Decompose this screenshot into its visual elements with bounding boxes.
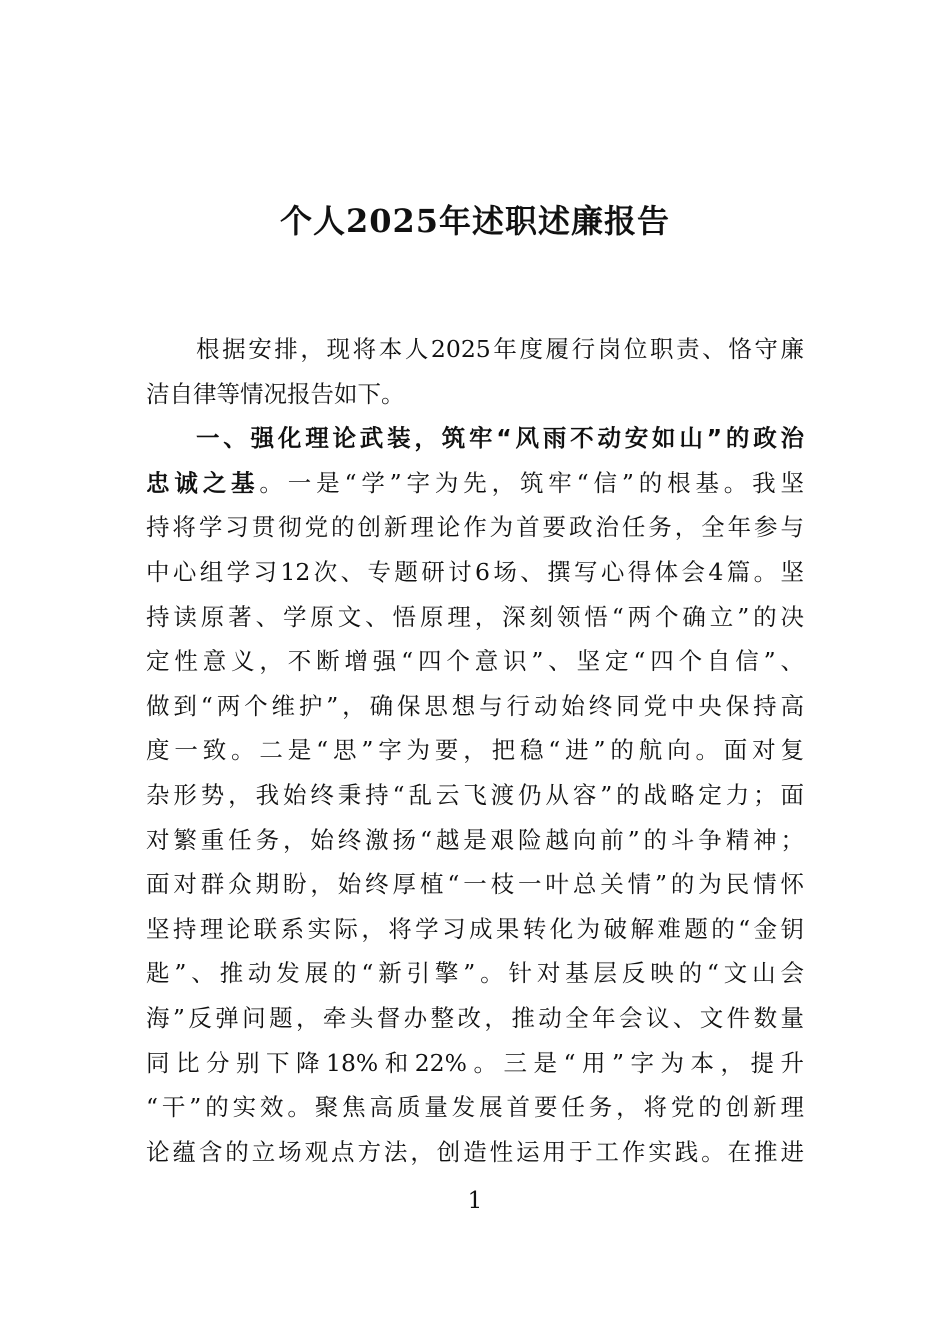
section-lines	[146, 508, 804, 1177]
section-heading-end: 忠诚之基	[146, 468, 260, 497]
paragraph-line: 海”反弹问题，牵头督办整改，推动全年会议、文件数量	[146, 1003, 804, 1032]
paragraph-line: 同比分别下降18%和22%。三是“用”字为本，提升	[146, 1048, 804, 1077]
paragraph-line	[146, 464, 804, 509]
section-heading: 一、强化理论武装，筑牢“风雨不动安如山”的政治	[196, 424, 804, 453]
paragraph-line: 根据安排，现将本人2025年度履行岗位职责、恪守廉	[196, 335, 804, 363]
paragraph-line: 匙”、推动发展的“新引擎”。针对基层反映的“文山会	[146, 959, 804, 988]
paragraph-line: 杂形势，我始终秉持“乱云飞渡仍从容”的战略定力；面	[146, 780, 804, 809]
document-title: 个人2025年述职述廉报告	[279, 202, 671, 240]
paragraph-line: 论蕴含的立场观点方法，创造性运用于工作实践。在推进	[146, 1137, 804, 1166]
paragraph-line: 坚持理论联系实际，将学习成果转化为破解难题的“金钥	[146, 914, 804, 943]
paragraph-line: 洁自律等情况报告如下。	[146, 379, 405, 408]
paragraph-line: 持读原著、学原文、悟原理，深刻领悟“两个确立”的决	[146, 602, 804, 631]
page-number: 1	[467, 1188, 483, 1214]
paragraph-line: 做到“两个维护”，确保思想与行动始终同党中央保持高	[146, 691, 804, 720]
paragraph-text: 。一是“学”字为先，筑牢“信”的根基。我坚	[259, 468, 804, 497]
paragraph-line: 中心组学习12次、专题研讨6场、撰写心得体会4篇。坚	[146, 557, 804, 586]
document-body	[146, 330, 804, 1177]
paragraph-line: 面对群众期盼，始终厚植“一枝一叶总关情”的为民情怀	[146, 870, 804, 899]
paragraph-line: 对繁重任务，始终激扬“越是艰险越向前”的斗争精神；	[146, 825, 804, 854]
paragraph-line: 定性意义，不断增强“四个意识”、坚定“四个自信”、	[146, 647, 804, 676]
paragraph-line: “干”的实效。聚焦高质量发展首要任务，将党的创新理	[146, 1093, 804, 1122]
paragraph-line: 度一致。二是“思”字为要，把稳“进”的航向。面对复	[146, 736, 804, 765]
paragraph-line: 持将学习贯彻党的创新理论作为首要政治任务，全年参与	[146, 513, 804, 542]
